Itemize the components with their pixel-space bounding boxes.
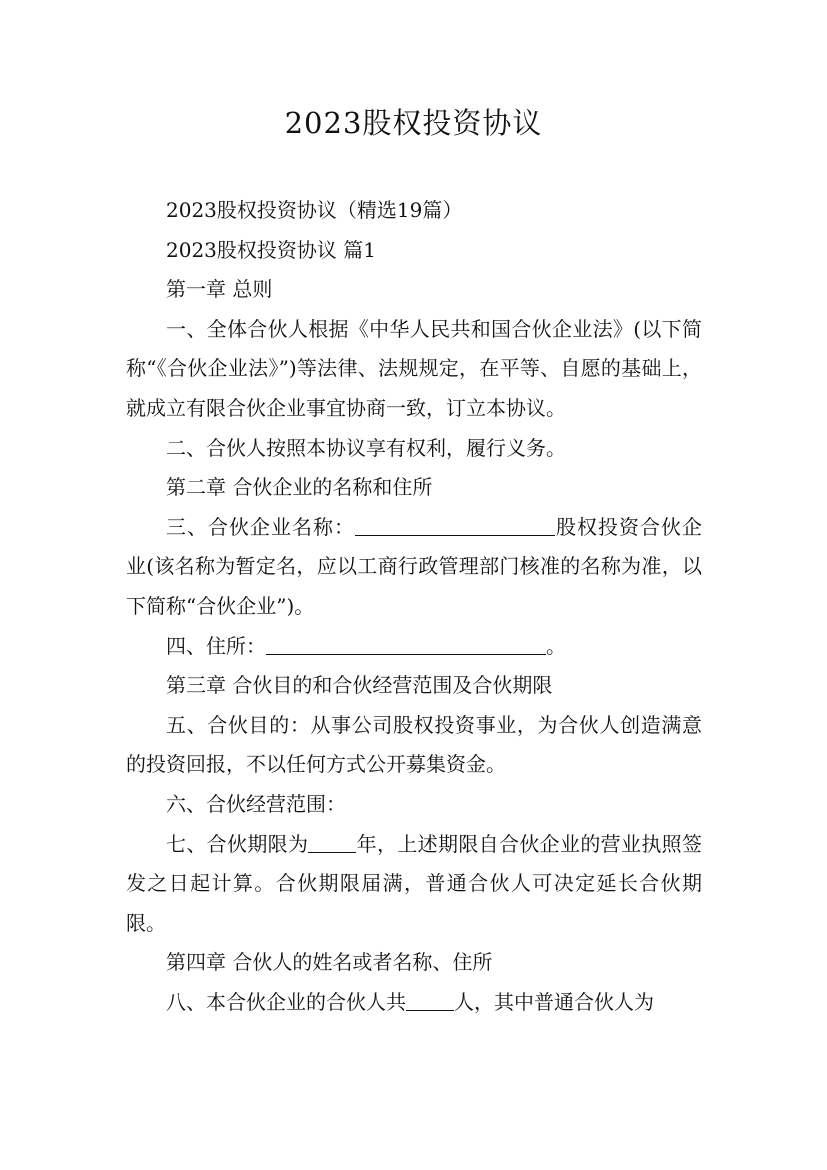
clause-3 (126, 508, 702, 627)
clause-3-lead: 三、合伙企业名称： (166, 514, 355, 539)
chapter-heading-4: 第四章 合伙人的姓名或者名称、住所 (166, 950, 493, 975)
paragraph-subtitle: 2023股权投资协议（精选19篇） (166, 198, 463, 222)
clause-4 (126, 627, 702, 667)
clause-8-tail: 人，其中普通合伙人为 (454, 989, 654, 1014)
document-body (126, 191, 702, 1022)
clause-5: 五、合伙目的：从事公司股权投资事业，为合伙人创造满意的投资回报，不以任何方式公开募集资金。 (126, 712, 702, 777)
clause-7-lead: 七、合伙期限为 (166, 831, 309, 856)
clause-7-tail: 年，上述期限自合伙企业的营业执照签发之日起计算。合伙期限届满，普通合伙人可决定延长合伙期限。 (126, 831, 703, 935)
clause-1: 一、全体合伙人根据《中华人民共和国合伙企业法》(以下简称“《合伙企业法》”)等法律、法规规定，在平等、自愿的基础上，就成立有限合伙企业事宜协商一致，订立本协议。 (126, 316, 702, 420)
chapter-heading-1: 第一章 总则 (166, 277, 273, 302)
clause-7 (126, 825, 702, 944)
clause-6: 六、合伙经营范围： (166, 791, 346, 816)
paragraph-part-heading: 2023股权投资协议 篇1 (166, 237, 376, 262)
document-title: 2023股权投资协议 (284, 106, 543, 140)
blank-line-enterprise-name (355, 515, 555, 536)
blank-line-term-years (308, 832, 356, 853)
blank-line-address (266, 634, 546, 655)
blank-line-partner-count (406, 990, 454, 1011)
clause-4-tail: 。 (546, 633, 566, 658)
clause-8-lead: 八、本合伙企业的合伙人共 (166, 989, 406, 1014)
clause-3-tail: 股权投资合伙企业(该名称为暂定名，应以工商行政管理部门核准的名称为准，以下简称“合伙企业”)。 (126, 514, 702, 618)
chapter-heading-2: 第二章 合伙企业的名称和住所 (166, 475, 433, 500)
chapter-heading-3: 第三章 合伙目的和合伙经营范围及合伙期限 (166, 673, 553, 698)
clause-8 (126, 983, 702, 1023)
clause-4-lead: 四、住所： (166, 633, 266, 658)
clause-2: 二、合伙人按照本协议享有权利，履行义务。 (166, 435, 566, 460)
